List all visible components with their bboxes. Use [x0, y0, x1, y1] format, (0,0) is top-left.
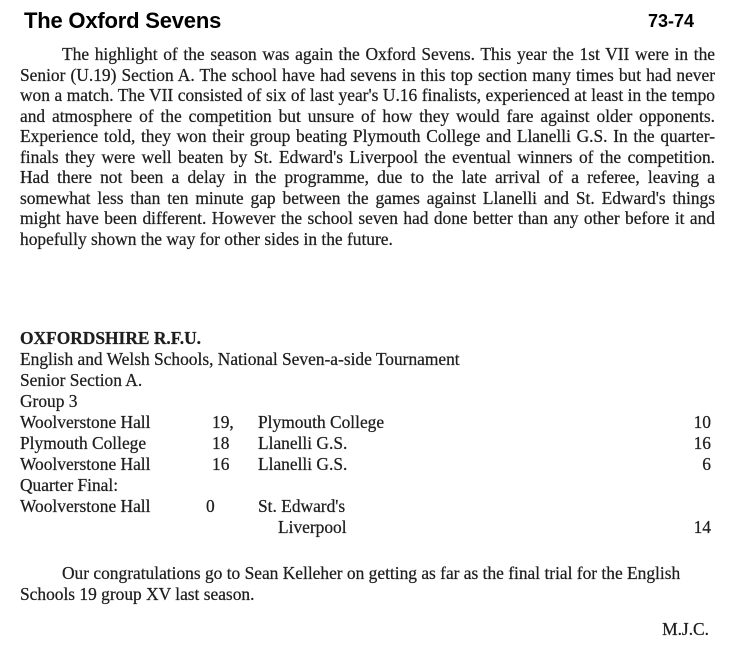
team-two: Llanelli G.S. — [258, 454, 348, 474]
team-one: Woolverstone Hall — [20, 496, 151, 516]
team-two-score: 16 — [693, 433, 711, 453]
team-one: Woolverstone Hall — [20, 412, 151, 432]
results-table — [20, 412, 713, 538]
team-one-score: 19, — [212, 412, 234, 432]
section-name: Senior Section A. — [20, 370, 143, 390]
quarter-final-row-continued — [20, 517, 713, 538]
author-signature: M.J.C. — [662, 619, 709, 639]
team-two: St. Edward's — [258, 496, 346, 516]
team-two-continued: Liverpool — [278, 517, 347, 537]
quarter-final-row — [20, 496, 713, 517]
team-one: Woolverstone Hall — [20, 454, 151, 474]
quarter-final-label-row — [20, 475, 713, 496]
team-two-score: 14 — [693, 517, 711, 537]
team-two-score: 6 — [702, 454, 711, 474]
result-row — [20, 433, 713, 454]
page-heading: The Oxford Sevens — [24, 8, 222, 33]
team-one-score: 18 — [212, 433, 230, 453]
congratulations-paragraph: Our congratulations go to Sean Kelleher on getting as far as the final trial for the English Schools 19 group XV last season. — [20, 563, 681, 604]
team-two: Plymouth College — [258, 412, 385, 432]
tournament-name: English and Welsh Schools, National Seven-a-side Tournament — [20, 349, 460, 369]
team-two-score: 10 — [693, 412, 711, 432]
team-one-score: 0 — [206, 496, 215, 516]
team-two: Llanelli G.S. — [258, 433, 348, 453]
result-row — [20, 454, 713, 475]
intro-paragraph: The highlight of the season was again the Oxford Sevens. This year the 1st VII were in the Senior (U.19) Section A. The school have had sevens in this top section many times but had never won a match. The VII consisted of six of last year's U.16 finalists, experienced at least in the tempo and atmosphere of the competition but unsure of how they would fare against older opponents. Experience told, they won their group beating Plymouth College and Llanelli G.S. In the quarter-finals they were well beaten by St. Edward's Liverpool the eventual winners of the competition. Had there not been a delay in the programme, due to the late arrival of a referee, leaving a somewhat less than ten minute gap between the games against Llanelli and St. Edward's things might have been different. However the school seven had done better than any other before it and hopefully shown the way for other sides in the future. — [20, 44, 715, 249]
team-one-score: 16 — [212, 454, 230, 474]
group-name: Group 3 — [20, 391, 78, 411]
quarter-final-label: Quarter Final: — [20, 475, 119, 495]
union-title: OXFORDSHIRE R.F.U. — [20, 328, 202, 348]
result-row — [20, 412, 713, 433]
season-year: 73-74 — [648, 11, 695, 31]
team-one: Plymouth College — [20, 433, 147, 453]
